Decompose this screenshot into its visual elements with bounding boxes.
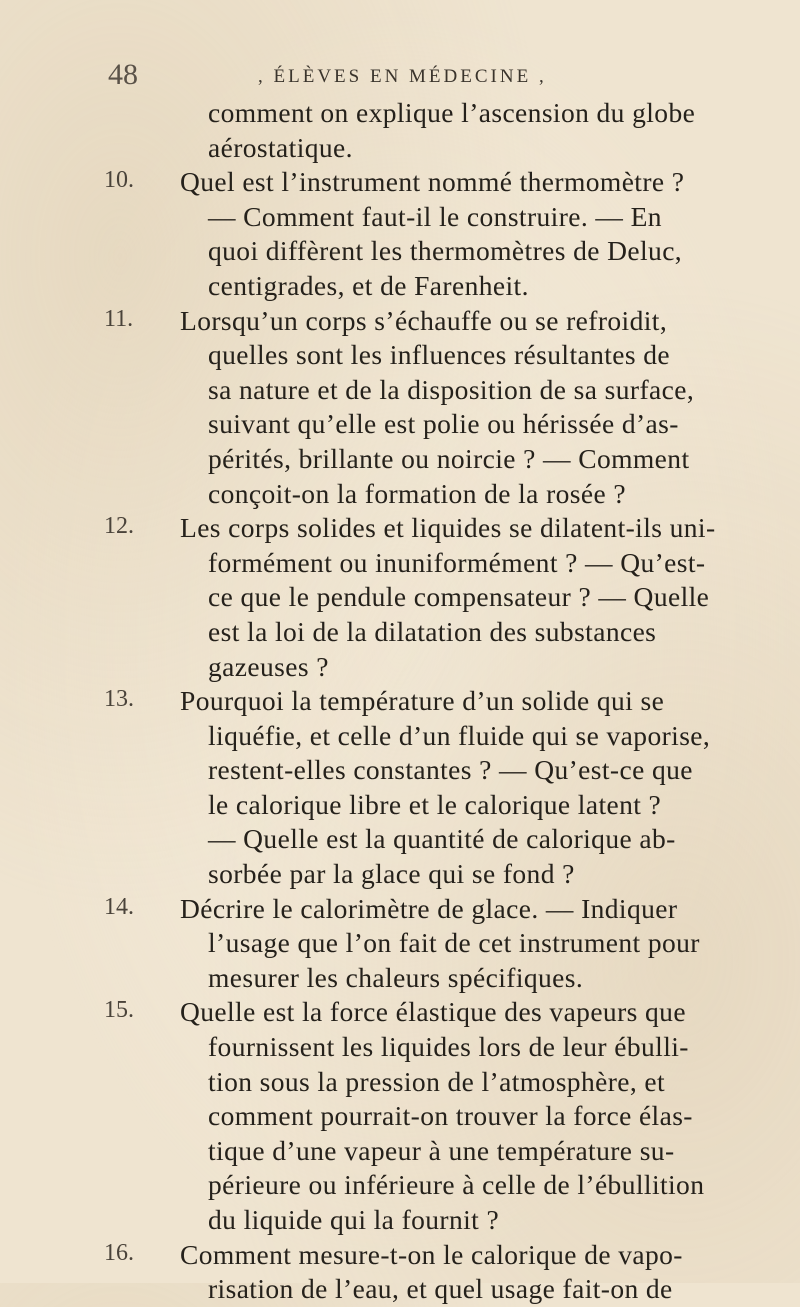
text-line: Comment mesure-t-on le calorique de vapo- [180,1238,683,1270]
text-line: mesurer les chaleurs spécifiques. [208,961,584,993]
text-line: comment pourrait-on trouver la force élas- [208,1100,693,1132]
continuation-paragraph [0,96,800,165]
text-line: est la loi de la dilatation des substances [208,615,657,647]
text-line: — Comment faut-il le construire. — En [208,200,662,232]
text-line: quoi diffèrent les thermomètres de Deluc, [208,235,683,267]
question-16 [0,1238,800,1307]
text-line: sa nature et de la disposition de sa surface, [208,373,695,405]
text-line: comment on explique l’ascension du globe [208,97,696,128]
text-line: Quelle est la force élastique des vapeurs que [180,996,686,1028]
text-line: du liquide qui la fournit ? [208,1204,500,1235]
text-line: risation de l’eau, et quel usage fait-on de [208,1273,673,1305]
question-11 [0,304,800,512]
text-line: aérostatique. [208,131,353,163]
text-line: gazeuses ? [208,650,329,682]
question-number: 13. [104,686,134,713]
page-header [0,58,800,94]
text-line: ce que le pendule compensateur ? — Quelle [208,581,710,613]
text-line: pérités, brillante ou noircie ? — Comment [208,442,690,474]
text-line: Les corps solides et liquides se dilatent-ils uni- [180,512,716,544]
question-number: 15. [104,997,134,1024]
question-number: 10. [104,167,134,194]
text-line: centigrades, et de Farenheit. [208,269,529,301]
question-12 [0,511,800,684]
text-line: l’usage que l’on fait de cet instrument pour [208,927,700,959]
question-number: 14. [104,893,134,920]
question-list [0,96,800,1307]
text-line: fournissent les liquides lors de leur ébulli- [208,1031,689,1063]
question-number: 16. [104,1239,134,1266]
text-line: quelles sont les influences résultantes de [208,339,671,371]
text-line: tion sous la pression de l’atmosphère, et [208,1065,666,1097]
running-title: , ÉLÈVES EN MÉDECINE , [258,66,547,87]
text-line: périeure ou inférieure à celle de l’ébullition [208,1169,705,1201]
text-line: Lorsqu’un corps s’échauffe ou se refroidit, [180,304,668,336]
text-line: Quel est l’instrument nommé thermomètre ? [180,166,685,198]
text-line: liquéfie, et celle d’un fluide qui se vaporise, [208,719,711,751]
page-number: 48 [108,58,138,91]
text-line: Pourquoi la température d’un solide qui se [180,685,665,717]
question-15 [0,995,800,1237]
text-line: tique d’une vapeur à une température su- [208,1134,675,1166]
question-14 [0,892,800,996]
text-line: Décrire le calorimètre de glace. — Indiquer [180,892,678,924]
text-line: conçoit-on la formation de la rosée ? [208,477,626,509]
text-line: restent-elles constantes ? — Qu’est-ce que [208,754,693,786]
text-line: le calorique libre et le calorique latent ? [208,788,662,820]
question-10 [0,165,800,303]
question-number: 12. [104,513,134,540]
question-number: 11. [104,305,134,332]
text-line: — Quelle est la quantité de calorique ab- [208,823,676,855]
text-line: suivant qu’elle est polie ou hérissée d’as- [208,408,679,440]
question-13 [0,684,800,892]
text-line: formément ou inuniformément ? — Qu’est- [208,546,706,578]
text-line: sorbée par la glace qui se fond ? [208,858,575,890]
